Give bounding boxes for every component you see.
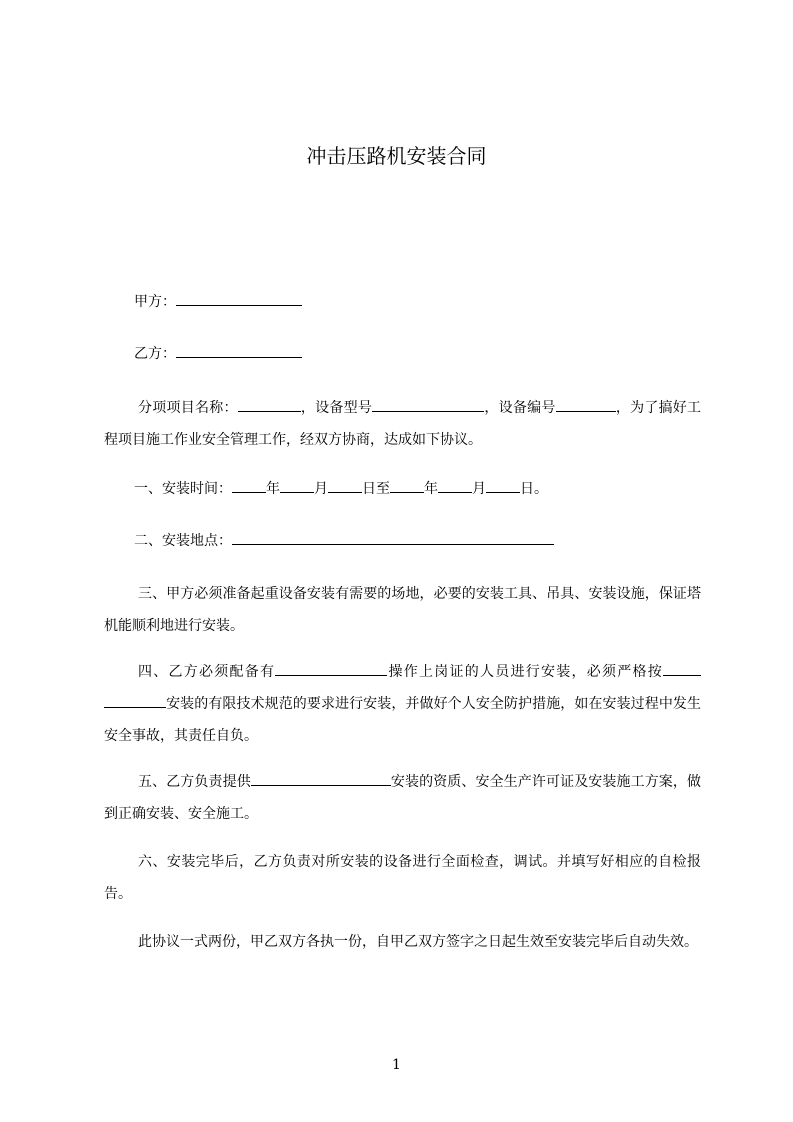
clause-2-line (134, 530, 704, 552)
equipment-model-blank (372, 397, 484, 412)
start-month-blank (280, 478, 314, 493)
clause-4-text-2: 操作上岗证的人员进行安装，必须严格按 (387, 664, 663, 680)
intro-text-1: 分项项目名称： (138, 400, 238, 416)
party-b-label: 乙方： (134, 346, 176, 362)
closing-paragraph: 此协议一式两份，甲乙双方各执一份，自甲乙双方签字之日起生效至安装完毕后自动失效。 (138, 934, 698, 950)
standard-blank-2 (104, 693, 166, 708)
document-title: 冲击压路机安装合同 (306, 144, 487, 168)
clause-5-paragraph (104, 766, 701, 830)
party-a-line (134, 291, 704, 313)
project-name-blank (238, 397, 301, 412)
intro-paragraph (104, 392, 701, 456)
clause-4-text-1: 四、乙方必须配备有 (138, 664, 276, 680)
clause-2-prefix: 二、安装地点： (134, 533, 232, 549)
intro-text-2: ，设备型号 (300, 400, 373, 416)
intro-text-4: ，为了搞好工程项目施工作业安全管理工作，经双方协商，达成如下协议。 (104, 400, 702, 448)
end-year-blank (390, 478, 424, 493)
party-b-line (134, 343, 704, 365)
clause-1-month1: 月 (314, 481, 328, 497)
provided-item-blank (251, 771, 391, 786)
standard-blank-1 (663, 661, 701, 676)
equipment-number-blank (556, 397, 616, 412)
clause-4-paragraph (104, 656, 701, 752)
intro-text-3: ，设备编号 (484, 400, 556, 416)
party-a-label: 甲方： (134, 294, 176, 310)
party-a-blank (176, 291, 302, 306)
clause-1-day-to: 日至 (362, 481, 390, 497)
end-month-blank (438, 478, 472, 493)
page-number: 1 (392, 1057, 401, 1073)
clause-3-paragraph: 三、甲方必须准备起重设备安装有需要的场地，必要的安装工具、吊具、安装设施，保证塔机能顺利地进行安装。 (104, 586, 701, 634)
clause-5-text-2: 安装的资质、安全生产许可证及安装施工方案，做到正确安装、安全施工。 (104, 774, 702, 822)
clause-5-text-1: 五、乙方负责提供 (138, 774, 251, 790)
clause-1-line (134, 478, 704, 500)
party-b-blank (176, 343, 302, 358)
start-day-blank (328, 478, 362, 493)
clause-4-text-3: 安装的有限技术规范的要求进行安装，并做好个人安全防护措施，如在安装过程中发生安全事故，其责任自负。 (104, 696, 701, 744)
clause-1-day-end: 日。 (520, 481, 548, 497)
clause-6-paragraph: 六、安装完毕后，乙方负责对所安装的设备进行全面检查，调试。并填写好相应的自检报告。 (104, 854, 701, 902)
install-location-blank (232, 530, 554, 545)
end-day-blank (486, 478, 520, 493)
start-year-blank (232, 478, 266, 493)
clause-1-prefix: 一、安装时间： (134, 481, 232, 497)
certificate-type-blank (275, 661, 387, 676)
clause-1-year1: 年 (266, 481, 280, 497)
clause-1-month2: 月 (472, 481, 486, 497)
clause-1-year2: 年 (424, 481, 438, 497)
